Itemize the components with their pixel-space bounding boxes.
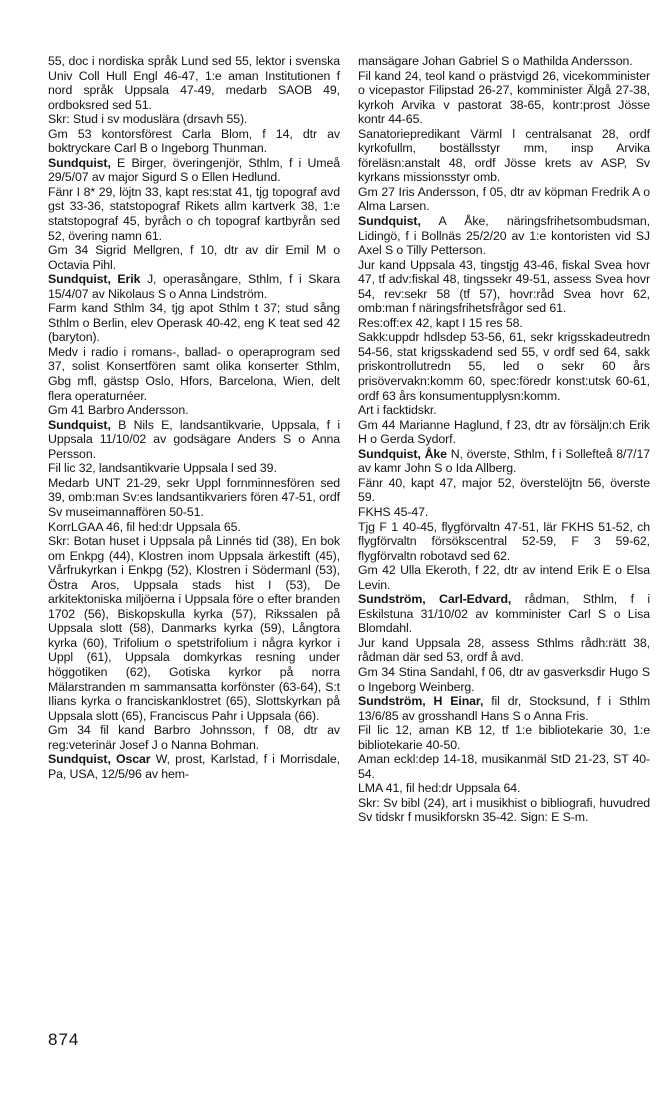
biography-paragraph <box>48 301 340 345</box>
entry-text: J, operasångare, Sthlm, f i Skara 15/4/07 av Nikolaus S o Anna Lindström. <box>48 272 340 301</box>
entry-text: Fänr 40, kapt 47, major 52, överstelöjtn 56, överste 59. <box>358 475 650 505</box>
entry-text: Gm 34 Stina Sandahl, f 06, dtr av gasverksdir Hugo S o Ingeborg Weinberg. <box>358 664 650 694</box>
biography-paragraph <box>358 563 650 592</box>
entry-text: Aman eckl:dep 14-18, musikanmäl StD 21-23, ST 40-54. <box>358 752 650 781</box>
page-number: 874 <box>48 1030 80 1049</box>
entry-surname: Sundquist, <box>358 214 421 229</box>
entry-text: Fil kand 24, teol kand o prästvigd 26, vicekomminister o vicepastor Filipstad 26-27, komminister Älgå 27-38, kyrkoh Arvika v pastorat 38-65, kontr:prost Jösse kontr 44-65. <box>358 68 650 127</box>
entry-text: Jur kand Uppsala 28, assess Sthlms rådh:rätt 38, rådman där sed 53, ordf å avd. <box>358 635 650 665</box>
entry-text: LMA 41, fil hed:dr Uppsala 64. <box>358 781 521 796</box>
entry-text: Gm 34 Sigrid Mellgren, f 10, dtr av dir Emil M o Octavia Pihl. <box>48 243 340 272</box>
biography-paragraph <box>358 330 650 403</box>
biography-paragraph <box>48 403 340 418</box>
entry-text: Tjg F 1 40-45, flygförvaltn 47-51, lär FKHS 51-52, ch flygförvaltn försökscentral 52-59, F 3 59-62, flygförvaltn robotavd sed 62. <box>358 519 650 563</box>
right-column <box>358 54 650 825</box>
entry-text: Farm kand Sthlm 34, tjg apot Sthlm t 37; stud sång Sthlm o Berlin, elev Operask 40-42, eng K teat sed 42 (baryton). <box>48 301 340 345</box>
entry-surname: Sundquist, Erik <box>48 272 141 287</box>
biography-paragraph <box>358 781 650 796</box>
entry-surname: Sundström, H Einar, <box>358 694 484 709</box>
biography-paragraph <box>48 243 340 272</box>
entry-text: Medv i radio i romans-, ballad- o operaprogram sed 37, solist Konsertfören samt olika konserter Sthlm, Gbg mfl, gästsp Oslo, Hfors, Barcelona, Wien, delt flera operaturnéer. <box>48 344 340 403</box>
biography-entry-start <box>358 214 650 258</box>
left-column <box>48 54 340 781</box>
entry-text: Sanatoriepredikant Värml l centralsanat 28, ordf kyrkofullm, boställsstyr mm, insp Arvika föreläsn:anstalt 48, ordf Jösse krets av ASP, Sv kyrkans missionsstyr omb. <box>358 126 650 185</box>
entry-text: 55, doc i nordiska språk Lund sed 55, lektor i svenska Univ Coll Hull Engl 46-47, 1:e aman Institutionen f nord språk Uppsala 47-49, medarb SAOB 49, ordboksred sed 51. <box>48 54 340 112</box>
entry-text: Gm 44 Marianne Haglund, f 23, dtr av försäljn:ch Erik H o Gerda Sydorf. <box>358 417 650 447</box>
entry-text: Art i facktidskr. <box>358 403 437 418</box>
biography-paragraph <box>358 185 650 214</box>
biography-entry-start <box>48 156 340 185</box>
biography-entry-start <box>358 447 650 476</box>
biography-paragraph <box>358 258 650 316</box>
biography-paragraph <box>358 403 650 418</box>
entry-text: E Birger, överingenjör, Sthlm, f i Umeå 29/5/07 av major Sigurd S o Ellen Hedlund. <box>48 155 340 185</box>
entry-text: B Nils E, landsantikvarie, Uppsala, f i Uppsala 11/10/02 av godsägare Anders S o Anna Persson. <box>48 417 340 461</box>
biography-entry-start <box>48 272 340 301</box>
biography-paragraph <box>48 476 340 520</box>
biography-paragraph <box>48 127 340 156</box>
entry-surname: Sundquist, Åke <box>358 446 447 461</box>
entry-surname: Sundquist, <box>48 417 111 432</box>
entry-text: Gm 41 Barbro Andersson. <box>48 403 189 418</box>
entry-text: Gm 34 fil kand Barbro Johnsson, f 08, dtr av reg:veterinär Josef J o Nanna Bohman. <box>48 723 340 752</box>
entry-surname: Sundquist, <box>48 155 111 170</box>
entry-text: Gm 27 Iris Andersson, f 05, dtr av köpman Fredrik A o Alma Larsen. <box>358 184 650 214</box>
entry-text: W, prost, Karlstad, f i Morrisdale, Pa, USA, 12/5/96 av hem- <box>48 752 340 781</box>
biography-paragraph <box>358 796 650 825</box>
biography-paragraph <box>358 418 650 447</box>
entry-text: Gm 53 kontorsförest Carla Blom, f 14, dtr av boktryckare Carl B o Ingeborg Thunman. <box>48 126 340 156</box>
entry-text: Skr: Botan huset i Uppsala på Linnés tid (38), En bok om Enkpg (44), Klostren inom Uppsala ärkestift (45), Vårfrukyrkan i Enkpg (52), Klostren i Södermanl (53), Östra Aros, Uppsala stads hist I (53), De arkitektoniska miljöerna i Uppsala före o efter branden 1702 (56), Biskopskulla kyrka (57), Rikssalen på Uppsala slott (58), Danmarks kyrka (59), Långtora kyrka (60), Trifolium o spetstrifolium i några kyrkor i Uppl (61), Uppsala domkyrkas resning under höggotiken (62), Gotiska kyrkor på norra Mälarstranden m sammansatta korfönster (63-64), S:t Ilians kyrka o franciskanklostret (65), Slottskyrkan på Uppsala slott (65), Franciscus Pahr i Uppsala (66). <box>48 534 340 723</box>
biography-entry-start <box>358 592 650 636</box>
entry-text: KorrLGAA 46, fil hed:dr Uppsala 65. <box>48 519 241 534</box>
entry-text: FKHS 45-47. <box>358 504 429 519</box>
biography-paragraph <box>48 534 340 723</box>
biography-paragraph <box>48 723 340 752</box>
biography-paragraph <box>358 665 650 694</box>
entry-text: Skr: Stud i sv moduslära (drsavh 55). <box>48 112 248 127</box>
biography-paragraph <box>48 54 340 112</box>
biography-paragraph <box>358 316 650 331</box>
entry-surname: Sundström, Carl-Edvard, <box>358 592 512 607</box>
biography-paragraph <box>358 127 650 185</box>
biography-paragraph <box>358 476 650 505</box>
entry-text: Medarb UNT 21-29, sekr Uppl fornminnesfören sed 39, omb:man Sv:es landsantikvariers fören 47-51, ordf Sv museimannaffören 50-51. <box>48 475 340 519</box>
biography-paragraph <box>48 112 340 127</box>
entry-text: mansägare Johan Gabriel S o Mathilda Andersson. <box>358 54 633 68</box>
entry-text: fil dr, Stocksund, f i Sthlm 13/6/85 av grosshandl Hans S o Anna Fris. <box>358 694 650 723</box>
entry-text: Gm 42 Ulla Ekeroth, f 22, dtr av intend Erik E o Elsa Levin. <box>358 563 650 592</box>
biography-paragraph <box>48 520 340 535</box>
biography-paragraph <box>358 752 650 781</box>
entry-text: Skr: Sv bibl (24), art i musikhist o bibliografi, huvudred Sv tidskr f musikforskn 35-42. Sign: E S-m. <box>358 795 650 825</box>
biography-paragraph <box>358 69 650 127</box>
entry-surname: Sundquist, Oscar <box>48 752 151 767</box>
biography-paragraph <box>358 723 650 752</box>
entry-text: Res:off:ex 42, kapt I 15 res 58. <box>358 315 523 330</box>
biography-paragraph <box>358 520 650 564</box>
biography-paragraph <box>358 636 650 665</box>
biography-paragraph <box>48 345 340 403</box>
entry-text: Fil lic 32, landsantikvarie Uppsala l sed 39. <box>48 461 277 476</box>
entry-text: Sakk:uppdr hdlsdep 53-56, 61, sekr krigsskadeutredn 54-56, stat krigsskadend sed 55, v ordf sed 64, sakk priskontrollutredn 55, led o sekr 60 års prisövervakn:komm 60, spec:föredr konst:utsk 60-61, ordf 63 års konsumentupplysn:komm. <box>358 330 650 403</box>
biography-entry-start <box>48 418 340 462</box>
biography-paragraph <box>48 461 340 476</box>
entry-text: N, överste, Sthlm, f i Sollefteå 8/7/17 av kamr John S o Ida Allberg. <box>358 446 650 476</box>
entry-text: Fänr I 8* 29, löjtn 33, kapt res:stat 41, tjg topograf avd gst 33-36, statstopograf Rikets allm kartverk 38, 1:e statstopograf 45, byråch o ch topograf kartbyrån sed 52, övering namn 61. <box>48 184 340 243</box>
biography-entry-start <box>358 694 650 723</box>
entry-text: Fil lic 12, aman KB 12, tf 1:e bibliotekarie 30, 1:e bibliotekarie 40-50. <box>358 723 650 752</box>
biography-paragraph <box>48 185 340 243</box>
entry-text: Jur kand Uppsala 43, tingstjg 43-46, fiskal Svea hovr 47, tf adv:fiskal 48, tingssekr 49-51, assess Svea hovr 54, rev:sekr 58 (tf 57), hovr:råd Svea hovr 62, omb:man f näringsfrihetsfrågor sed 61. <box>358 257 650 316</box>
biography-paragraph <box>358 505 650 520</box>
entry-text: rådman, Sthlm, f i Eskilstuna 31/10/02 av komminister Carl S o Lisa Blomdahl. <box>358 592 650 636</box>
entry-text: A Åke, näringsfrihetsombudsman, Lidingö, f i Bollnäs 25/2/20 av 1:e kontoristen vid SJ Axel S o Tilly Petterson. <box>358 214 650 258</box>
biography-entry-start <box>48 752 340 781</box>
biography-paragraph <box>358 54 650 69</box>
